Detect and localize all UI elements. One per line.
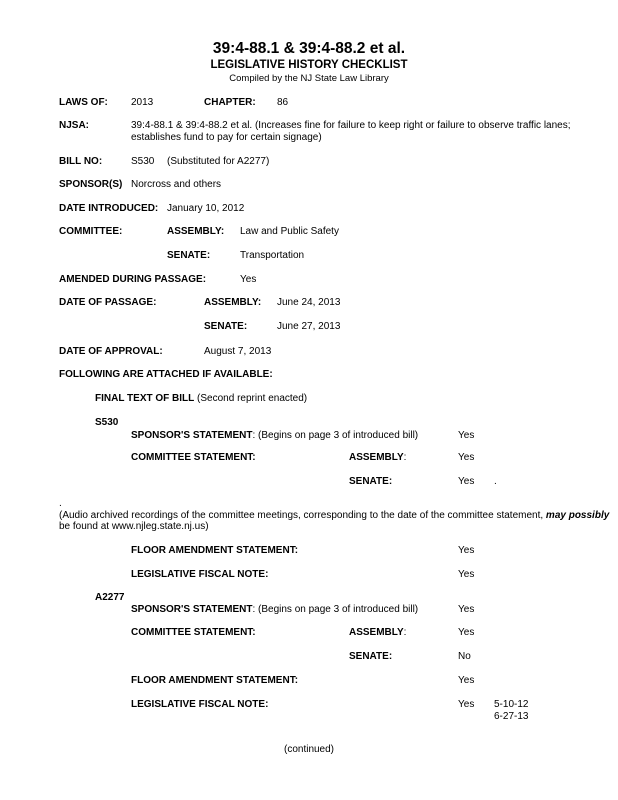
a2277-sponsor-statement-note: : (Begins on page 3 of introduced bill) [252,604,419,615]
date-of-passage-label: DATE OF PASSAGE: [59,297,157,308]
committee-senate-value: Transportation [240,250,305,261]
laws-of-label: LAWS OF: [59,97,108,108]
njsa-line-1: 39:4-88.1 & 39:4-88.2 et al. (Increases fine for failure to keep right or failure to observe traffic lanes; [131,120,571,131]
passage-senate-value: June 27, 2013 [277,321,341,332]
bill-no-value: S530 [131,156,155,167]
a2277-assembly-label: ASSEMBLY [349,627,404,638]
final-text-row [95,393,307,405]
date-of-approval-value: August 7, 2013 [204,346,272,357]
a2277-fiscal-note-value: Yes [458,699,475,710]
final-text-label: FINAL TEXT OF BILL [95,393,195,404]
a2277-committee-statement-label: COMMITTEE STATEMENT: [131,627,256,638]
committee-senate-label: SENATE: [167,250,211,261]
document-subtitle: LEGISLATIVE HISTORY CHECKLIST [210,59,408,71]
chapter-value: 86 [277,97,289,108]
audio-note-text: (Audio archived recordings of the committee meetings, corresponding to the date of the committee statement, [59,510,546,521]
a2277-sponsor-statement-value: Yes [458,604,475,615]
a2277-fiscal-note-date-1: 5-10-12 [494,699,529,710]
s530-sponsor-statement-row [131,430,418,442]
bill-no-note: (Substituted for A2277) [167,156,270,167]
s530-committee-statement-label: COMMITTEE STATEMENT: [131,452,256,463]
a2277-assembly-colon: : [403,627,407,638]
attachments-heading: FOLLOWING ARE ATTACHED IF AVAILABLE: [59,369,273,380]
s530-assembly-label: ASSEMBLY [349,452,404,463]
date-introduced-label: DATE INTRODUCED: [59,203,159,214]
date-introduced-value: January 10, 2012 [167,203,245,214]
committee-label: COMMITTEE: [59,226,123,237]
a2277-sponsor-statement-row [131,604,418,616]
amended-value: Yes [240,274,257,285]
committee-assembly-label: ASSEMBLY: [167,226,225,237]
s530-senate-value: Yes [458,476,475,487]
continued-footer: (continued) [283,744,335,755]
a2277-floor-amendment-value: Yes [458,675,475,686]
a2277-label: A2277 [95,592,125,603]
a2277-assembly-value: Yes [458,627,475,638]
s530-floor-amendment-label: FLOOR AMENDMENT STATEMENT: [131,545,299,556]
s530-assembly-colon: : [403,452,407,463]
audio-note-dot: . [59,498,62,509]
s530-fiscal-note-label: LEGISLATIVE FISCAL NOTE: [131,569,269,580]
amended-label: AMENDED DURING PASSAGE: [59,274,207,285]
a2277-senate-label: SENATE: [349,651,393,662]
a2277-fiscal-note-label: LEGISLATIVE FISCAL NOTE: [131,699,269,710]
passage-assembly-value: June 24, 2013 [277,297,341,308]
s530-floor-amendment-value: Yes [458,545,475,556]
s530-senate-label: SENATE: [349,476,393,487]
s530-assembly-row [349,452,406,464]
njsa-line-2: establishes fund to pay for certain signage) [131,132,322,143]
a2277-fiscal-note-date-2: 6-27-13 [494,711,529,722]
s530-sponsor-statement-label: SPONSOR'S STATEMENT [131,430,253,441]
s530-assembly-value: Yes [458,452,475,463]
a2277-floor-amendment-label: FLOOR AMENDMENT STATEMENT: [131,675,299,686]
committee-assembly-value: Law and Public Safety [240,226,339,237]
njsa-label: NJSA: [59,120,90,131]
laws-of-value: 2013 [131,97,154,108]
s530-senate-dot: . [494,476,497,487]
s530-sponsor-statement-note: : (Begins on page 3 of introduced bill) [252,430,419,441]
date-of-approval-label: DATE OF APPROVAL: [59,346,163,357]
document-title: 39:4-88.1 & 39:4-88.2 et al. [212,40,406,57]
passage-assembly-label: ASSEMBLY: [204,297,262,308]
audio-note-line-2: be found at www.njleg.state.nj.us) [59,521,209,532]
audio-note-emphasis: may possibly [545,510,610,521]
passage-senate-label: SENATE: [204,321,248,332]
s530-sponsor-statement-value: Yes [458,430,475,441]
a2277-sponsor-statement-label: SPONSOR'S STATEMENT [131,604,253,615]
sponsors-value: Norcross and others [131,179,222,190]
s530-label: S530 [95,417,119,428]
final-text-note: (Second reprint enacted) [197,393,308,404]
chapter-label: CHAPTER: [204,97,256,108]
sponsors-label: SPONSOR(S) [59,179,123,190]
compiled-by: Compiled by the NJ State Law Library [229,73,389,84]
a2277-senate-value: No [458,651,471,662]
s530-fiscal-note-value: Yes [458,569,475,580]
bill-no-label: BILL NO: [59,156,103,167]
a2277-assembly-row [349,627,406,639]
